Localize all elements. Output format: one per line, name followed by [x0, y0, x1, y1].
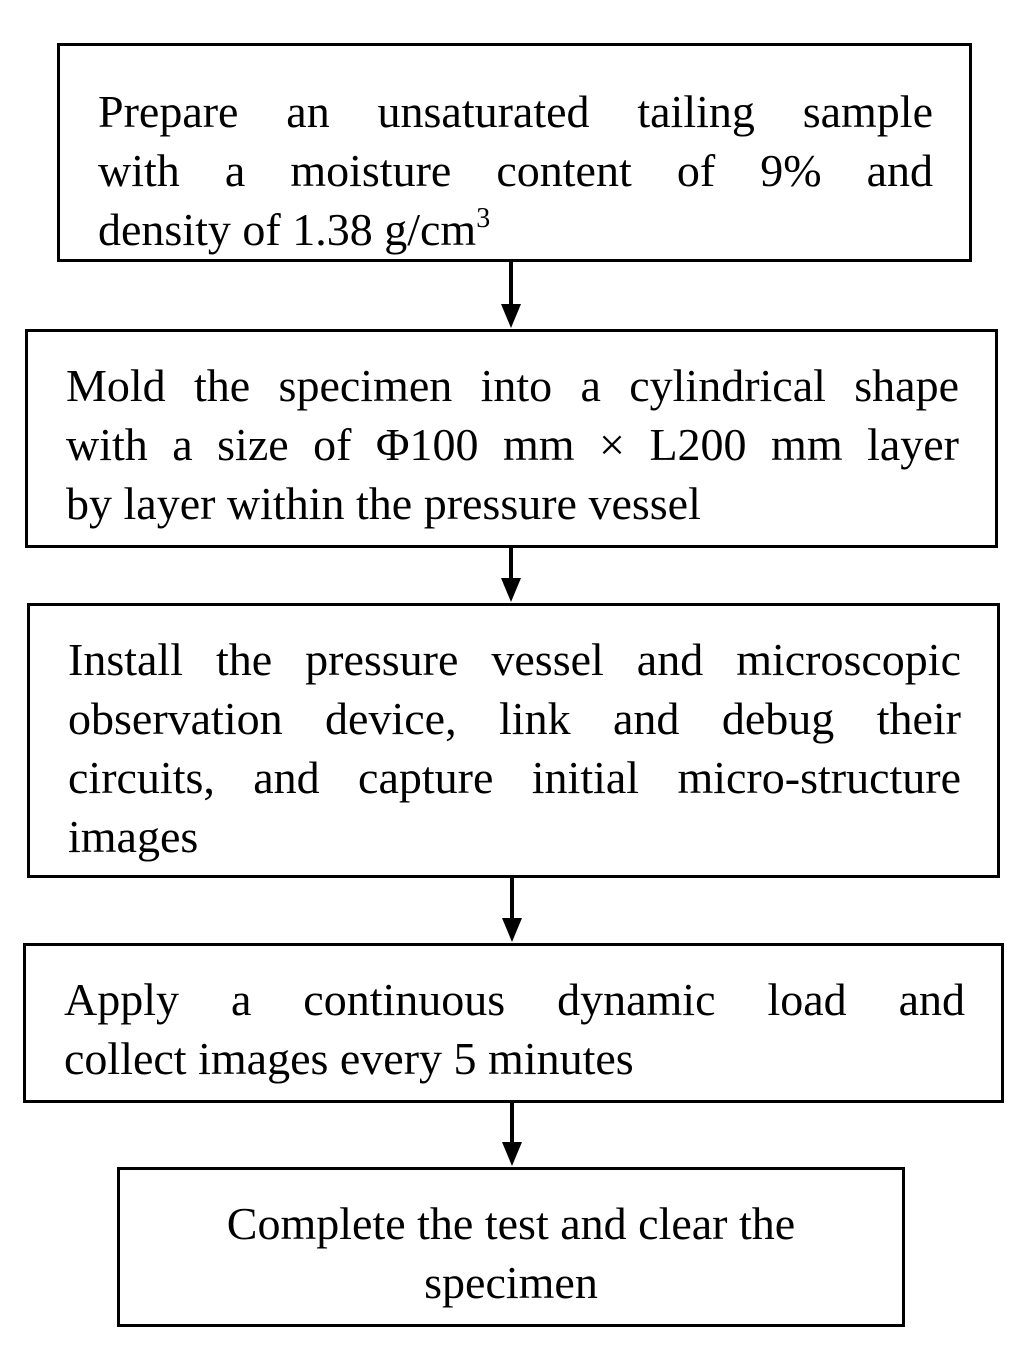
step-4-line-1: Apply a continuous dynamic load and	[64, 974, 965, 1025]
step-1-superscript: 3	[476, 203, 491, 234]
arrow-4-to-5	[502, 1103, 522, 1166]
arrow-3-to-4	[502, 878, 522, 942]
step-2-line-1: Mold the specimen into a cylindrical shape	[66, 360, 959, 411]
step-5-line-2: specimen	[424, 1257, 598, 1308]
step-4-box	[23, 943, 1004, 1103]
step-3-line-2: observation device, link and debug their	[68, 693, 961, 744]
step-1-line-1: Prepare an unsaturated tailing sample	[98, 86, 933, 137]
step-1-line-3	[98, 200, 933, 259]
arrow-3-head	[502, 918, 522, 942]
step-1-line-3-text: density of 1.38 g/cm	[98, 204, 477, 255]
arrow-1-to-2	[501, 262, 521, 328]
step-2-line-3: by layer within the pressure vessel	[66, 478, 701, 529]
arrow-2-to-3	[501, 548, 521, 602]
step-5-box	[117, 1167, 905, 1327]
step-5-line-1: Complete the test and clear the	[226, 1198, 796, 1249]
step-3-line-4: images	[68, 811, 199, 862]
step-2-line-2: with a size of Φ100 mm × L200 mm layer	[66, 419, 959, 470]
step-1-line-2: with a moisture content of 9% and	[98, 145, 933, 196]
arrow-1-head	[501, 304, 521, 328]
step-3-box	[27, 603, 1000, 878]
step-3-line-1: Install the pressure vessel and microscopic	[68, 634, 961, 685]
arrow-4-head	[502, 1142, 522, 1166]
step-4-line-2: collect images every 5 minutes	[64, 1033, 634, 1084]
step-2-box	[25, 329, 998, 548]
step-3-line-3: circuits, and capture initial micro-structure	[68, 752, 961, 803]
arrow-2-head	[501, 578, 521, 602]
step-1-box	[57, 43, 972, 262]
